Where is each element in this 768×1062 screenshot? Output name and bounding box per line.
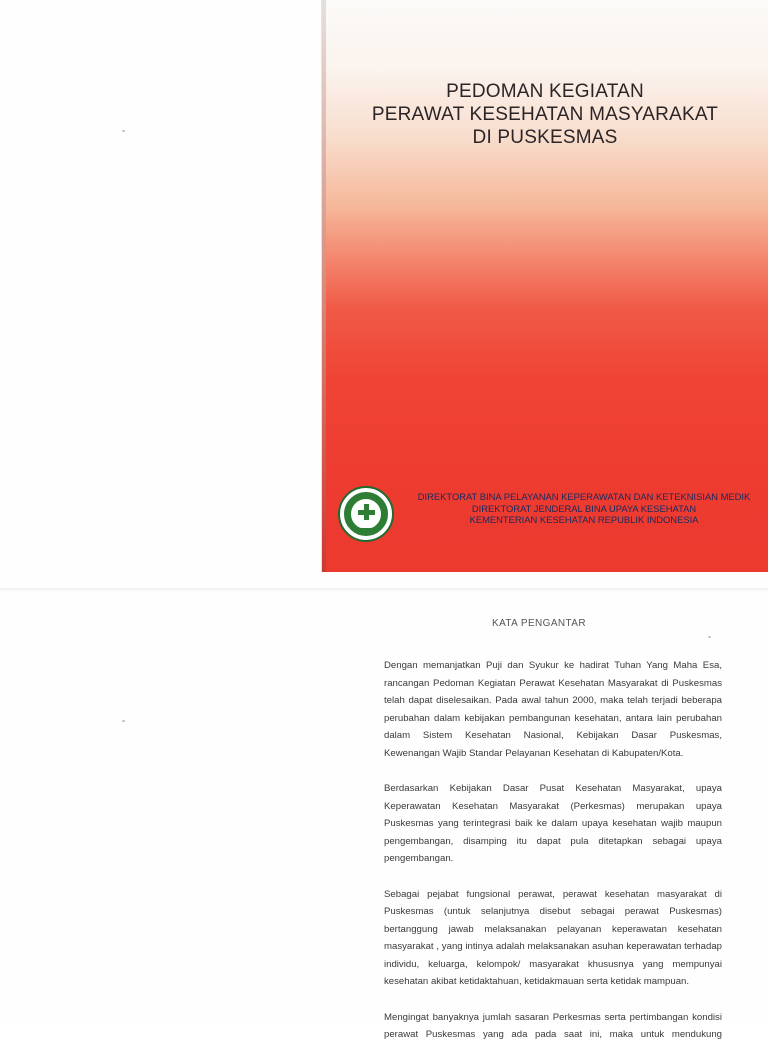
preface-paragraph-4	[384, 1009, 722, 1044]
paragraph-line: Mengingat banyaknya jumlah sasaran Perkesmas serta pertimbangan kondisi	[384, 1011, 722, 1023]
preface-heading: KATA PENGANTAR	[492, 618, 586, 629]
publisher-line-3: KEMENTERIAN KESEHATAN REPUBLIK INDONESIA	[469, 514, 699, 525]
paragraph-line: bertanggung jawab melaksanakan pelayanan keperawatan kesehatan	[384, 923, 722, 935]
paragraph-line: pengembangan.	[384, 853, 454, 864]
paragraph-line: rancangan Pedoman Kegiatan Perawat Kesehatan Masyarakat di Puskesmas	[384, 677, 722, 689]
paragraph-line: Berdasarkan Kebijakan Dasar Pusat Kesehatan Masyarakat, upaya	[384, 783, 722, 794]
paragraph-line: perubahan dalam kebijakan pembangunan kesehatan, antara lain perubahan	[384, 712, 722, 724]
paragraph-line: perawat Puskesmas yang ada pada saat ini, maka untuk mendukung	[384, 1029, 722, 1040]
paragraph-line: dalam Sistem Kesehatan Nasional, Kebijakan Dasar Puskesmas,	[384, 730, 722, 741]
paragraph-line: Puskesmas (untuk selanjutnya disebut sebagai perawat Puskesmas)	[384, 906, 722, 917]
cover-title-line-2: PERAWAT KESEHATAN MASYARAKAT	[371, 104, 719, 125]
paragraph-line: masyarakat , yang intinya adalah melaksanakan asuhan keperawatan terhadap	[384, 941, 722, 952]
paragraph-line: Keperawatan Kesehatan Masyarakat (Perkesmas) merupakan upaya	[384, 800, 722, 812]
publisher-line-1: DIREKTORAT BINA PELAYANAN KEPERAWATAN DAN KETEKNISIAN MEDIK	[417, 491, 751, 502]
preface-paragraph-1	[384, 657, 722, 762]
scan-speck	[122, 720, 125, 722]
preface-page	[348, 618, 720, 1062]
paragraph-line: individu, keluarga, kelompok/ masyarakat khususnya yang mempunyai	[384, 958, 722, 970]
publisher-line-2: DIREKTORAT JENDERAL BINA UPAYA KESEHATAN	[471, 502, 697, 514]
paragraph-line: Sebagai pejabat fungsional perawat, perawat kesehatan masyarakat di	[384, 888, 722, 900]
bakti-husada-logo-icon	[338, 486, 394, 542]
cover-title	[322, 80, 768, 149]
scan-page-seam	[0, 588, 768, 592]
cover-publisher	[400, 491, 768, 526]
cover-title-line-1: PEDOMAN KEGIATAN	[446, 81, 644, 102]
paragraph-line: Puskesmas yang terintegrasi baik ke dalam upaya kesehatan wajib maupun	[384, 818, 722, 829]
preface-paragraph-2	[384, 780, 722, 868]
scan-speck	[122, 130, 125, 132]
paragraph-line: kesehatan akibat ketidaktahuan, ketidakmauan serta ketidak mampuan.	[384, 976, 690, 987]
paragraph-line: Kewenangan Wajib Standar Pelayanan Kesehatan di Kabupaten/Kota.	[384, 747, 684, 759]
paragraph-line: Dengan memanjatkan Puji dan Syukur ke hadirat Tuhan Yang Maha Esa,	[384, 660, 722, 671]
preface-paragraph-3	[384, 886, 722, 991]
paragraph-line: telah dapat diselesaikan. Pada awal tahun 2000, maka telah terjadi beberapa	[384, 695, 722, 706]
paragraph-line: pengembangan, disamping itu dapat pula ditetapkan sebagai upaya	[384, 835, 722, 847]
cover-title-line-3: DI PUSKESMAS	[472, 127, 618, 148]
book-cover	[322, 0, 768, 572]
